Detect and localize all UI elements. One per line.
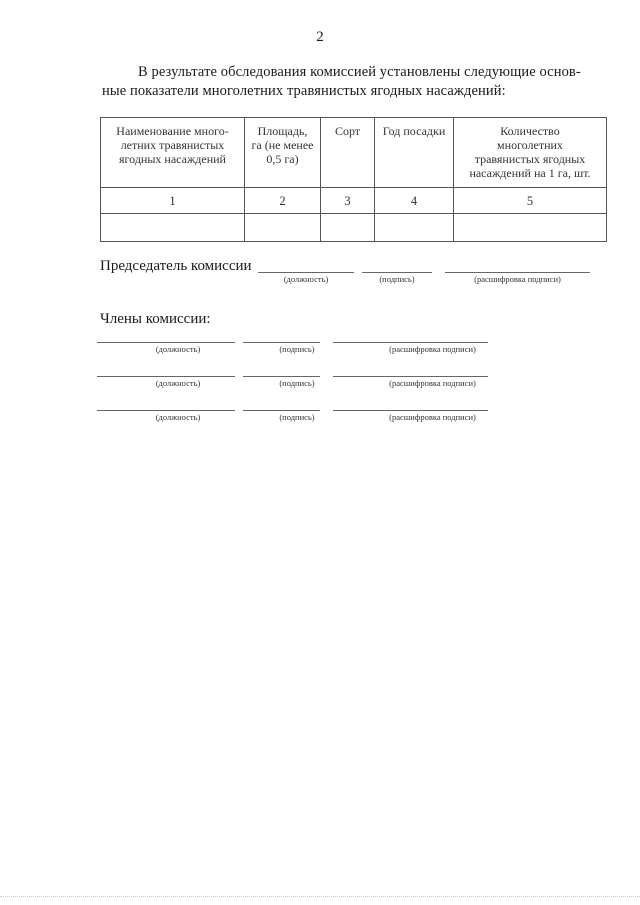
col-number: 5 [454, 188, 607, 214]
header-variety: Сорт [321, 118, 375, 188]
chairman-position-line[interactable] [258, 272, 354, 273]
chairman-signature-caption: (подпись) [379, 274, 415, 284]
member-position-line[interactable] [97, 376, 235, 377]
col-number: 4 [375, 188, 454, 214]
member-position-line[interactable] [97, 342, 235, 343]
member-decoding-caption: (расшифровка подписи) [389, 412, 476, 422]
chairman-position-caption: (должность) [283, 274, 329, 284]
member-decoding-caption: (расшифровка подписи) [389, 344, 476, 354]
header-area: Площадь, га (не менее 0,5 га) [245, 118, 321, 188]
table-empty-row [101, 214, 607, 242]
member-signature-caption: (подпись) [279, 344, 315, 354]
col-number: 3 [321, 188, 375, 214]
chairman-decoding-line[interactable] [445, 272, 590, 273]
header-name: Наименование много-летних травянистых ягодных насаждений [101, 118, 245, 188]
member-signature-line[interactable] [243, 376, 320, 377]
member-position-caption: (должность) [155, 378, 201, 388]
member-position-caption: (должность) [155, 412, 201, 422]
table-header-row [101, 118, 607, 188]
member-signature-line[interactable] [243, 342, 320, 343]
intro-paragraph [102, 63, 604, 101]
table-number-row [101, 188, 607, 214]
member-signature-line[interactable] [243, 410, 320, 411]
member-decoding-caption: (расшифровка подписи) [389, 378, 476, 388]
page-number: 2 [316, 29, 324, 45]
table-cell[interactable] [454, 214, 607, 242]
chairman-decoding-caption: (расшифровка подписи) [474, 274, 561, 284]
member-signature-caption: (подпись) [279, 378, 315, 388]
survey-table [100, 117, 607, 242]
member-decoding-line[interactable] [333, 410, 488, 411]
table-cell[interactable] [375, 214, 454, 242]
header-planting-year: Год посадки [375, 118, 454, 188]
chairman-signature-line[interactable] [362, 272, 432, 273]
chairman-label: Председатель комиссии [100, 258, 252, 274]
table-cell[interactable] [101, 214, 245, 242]
member-decoding-line[interactable] [333, 376, 488, 377]
members-title: Члены комиссии: [100, 311, 211, 327]
header-quantity: Количество многолетних травянистых ягодных насаждений на 1 га, шт. [454, 118, 607, 188]
table-cell[interactable] [245, 214, 321, 242]
member-signature-caption: (подпись) [279, 412, 315, 422]
member-position-caption: (должность) [155, 344, 201, 354]
member-position-line[interactable] [97, 410, 235, 411]
scan-edge-divider [0, 896, 640, 897]
intro-line-1: В результате обследования комиссией установлены следующие основ- [138, 64, 581, 80]
col-number: 1 [101, 188, 245, 214]
member-decoding-line[interactable] [333, 342, 488, 343]
table-cell[interactable] [321, 214, 375, 242]
intro-line-2: ные показатели многолетних травянистых ягодных насаждений: [102, 83, 506, 99]
col-number: 2 [245, 188, 321, 214]
